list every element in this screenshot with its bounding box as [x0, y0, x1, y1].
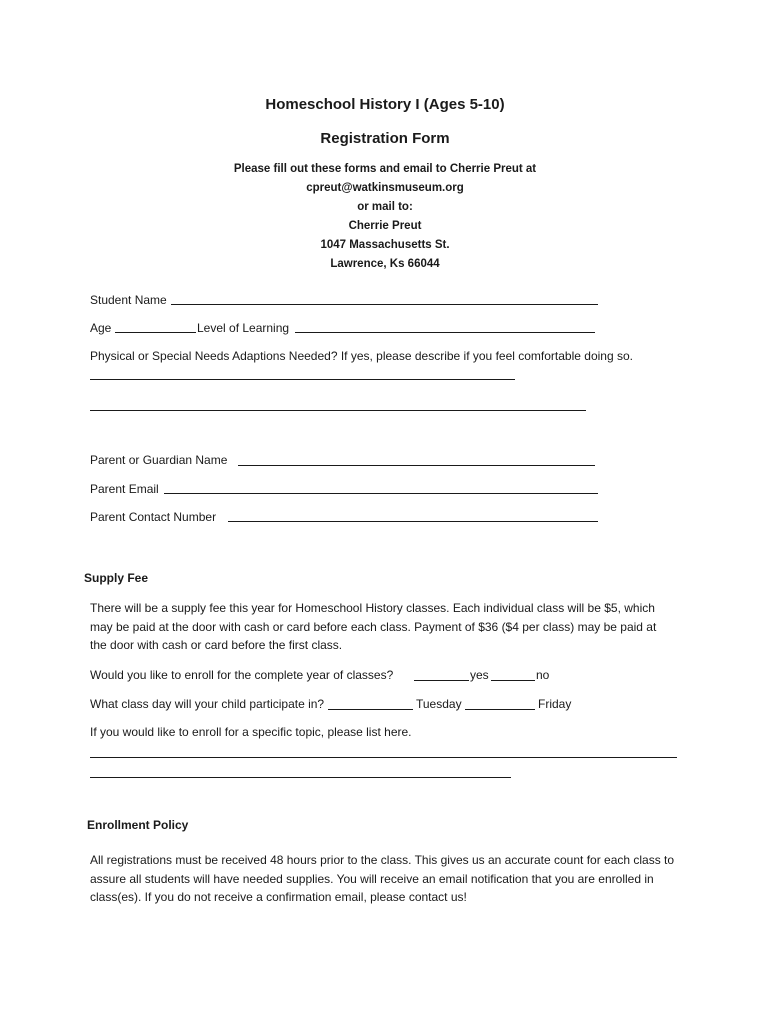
instructions-line: Please fill out these forms and email to Cherrie Preut at — [233, 163, 537, 175]
form-title: Homeschool History I (Ages 5-10) — [265, 96, 505, 113]
parent-name-label: Parent or Guardian Name — [90, 453, 228, 467]
student-name-field[interactable] — [171, 304, 598, 305]
parent-email-field[interactable] — [164, 493, 598, 494]
enroll-no-field[interactable] — [491, 680, 535, 681]
level-of-learning-field[interactable] — [295, 332, 595, 333]
tuesday-field[interactable] — [328, 709, 413, 710]
level-of-learning-label: Level of Learning — [197, 321, 290, 335]
contact-email[interactable]: cpreut@watkinsmuseum.org — [306, 182, 464, 194]
mail-street: 1047 Massachusetts St. — [320, 239, 450, 251]
supply-fee-paragraph: There will be a supply fee this year for Homeschool History classes. Each individual class will be $5, which may be paid at the door with cash or card before each class. Payment of $36 ($4 per class) may be paid at the door with cash or card before the first class. — [90, 601, 657, 652]
mail-name: Cherrie Preut — [348, 220, 422, 232]
special-needs-field-line-2[interactable] — [90, 410, 586, 411]
age-field[interactable] — [115, 332, 196, 333]
enrollment-policy-paragraph: All registrations must be received 48 hours prior to the class. This gives us an accurate count for each class to assure all students will have needed supplies. You will receive an email notification that you are enrolled in class(es). If you do not receive a confirmation email, please contact us! — [90, 853, 675, 904]
supply-fee-heading: Supply Fee — [84, 571, 149, 585]
special-needs-field-line-1[interactable] — [90, 379, 515, 380]
enroll-yes-field[interactable] — [414, 680, 469, 681]
parent-contact-field[interactable] — [228, 521, 598, 522]
enroll-year-question: Would you like to enroll for the complete year of classes? — [90, 668, 394, 682]
class-day-question: What class day will your child participate in? — [90, 697, 325, 711]
specific-topic-field-line-2[interactable] — [90, 777, 511, 778]
specific-topic-prompt: If you would like to enroll for a specific topic, please list here. — [90, 725, 412, 739]
enroll-no-label: no — [536, 668, 550, 682]
tuesday-label: Tuesday — [416, 697, 462, 711]
student-name-label: Student Name — [90, 293, 167, 307]
enrollment-policy-heading: Enrollment Policy — [87, 818, 189, 832]
mail-city: Lawrence, Ks 66044 — [330, 258, 440, 270]
parent-email-label: Parent Email — [90, 482, 159, 496]
special-needs-label: Physical or Special Needs Adaptions Needed? If yes, please describe if you feel comfortable doing so. — [90, 349, 633, 363]
instructions-line: or mail to: — [357, 201, 413, 213]
parent-contact-label: Parent Contact Number — [90, 510, 217, 524]
form-subtitle: Registration Form — [320, 130, 450, 147]
age-label: Age — [90, 321, 112, 335]
enroll-yes-label: yes — [470, 668, 489, 682]
specific-topic-field-line-1[interactable] — [90, 757, 677, 758]
friday-label: Friday — [538, 697, 572, 711]
parent-name-field[interactable] — [238, 465, 595, 466]
friday-field[interactable] — [465, 709, 535, 710]
